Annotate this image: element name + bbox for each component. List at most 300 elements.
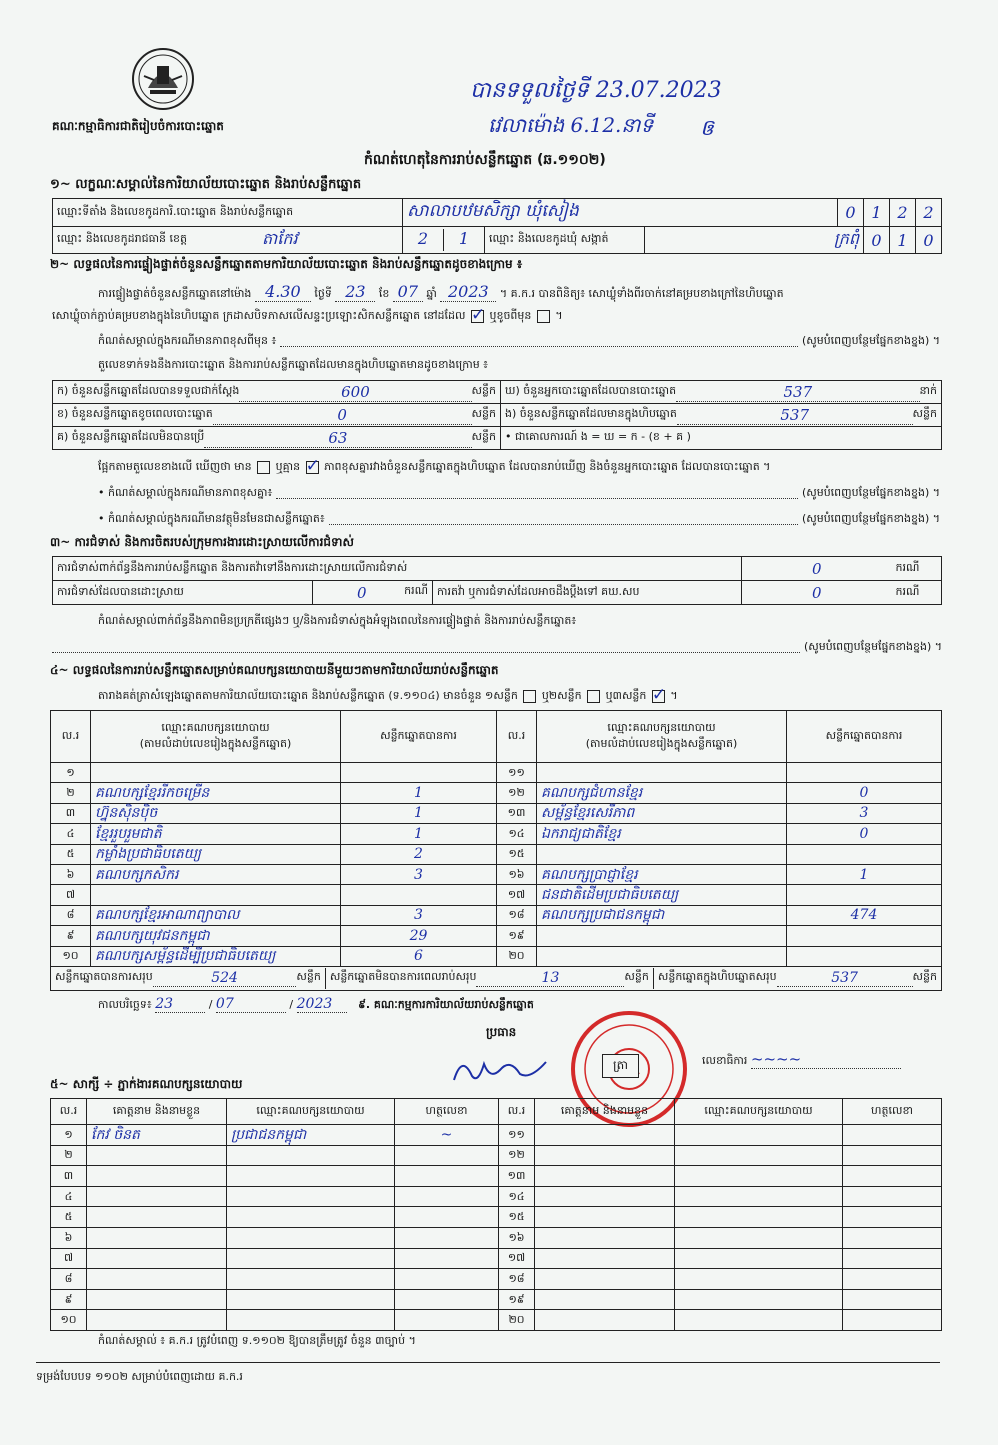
result-votes: 2 bbox=[341, 844, 497, 864]
witness-signature bbox=[843, 1227, 942, 1248]
s4-col-party-sub: (តាមលំដាប់លេខរៀងក្នុងសន្លឹកឆ្នោត) bbox=[139, 736, 292, 750]
discrepancy-yes-checkbox[interactable] bbox=[257, 461, 270, 474]
result-party-name: គណបក្សសម្ព័ន្ធដើម្បីប្រជាធិបតេយ្យ bbox=[91, 946, 341, 966]
s2-text: ឬខូចពីមុន bbox=[489, 309, 532, 322]
footer-divider bbox=[36, 1362, 940, 1363]
result-party-name: ខ្មែររួបរួមជាតិ bbox=[91, 824, 341, 844]
s3-note-fill-hint: (សូមបំពេញបន្ថែមផ្នែកខាងខ្នង) ។ bbox=[803, 640, 942, 653]
s3-note: កំណត់សម្គាល់ពាក់ព័ន្ធនឹងភាពមិនប្រក្រតីផ្សេងៗ ឬ/និងការជំទាស់ក្នុងអំឡុងពេលនៃការផ្ទៀងផ្ទាត់ និងការរាប់សន្លឹកឆ្នោត៖ bbox=[98, 614, 577, 627]
result-no: ២ bbox=[51, 783, 91, 803]
result-votes bbox=[787, 844, 942, 864]
result-no: ៦ bbox=[51, 864, 91, 884]
s1-province-name: តាកែវ bbox=[262, 229, 298, 248]
witness-signature bbox=[395, 1145, 499, 1166]
result-no: ១ bbox=[51, 763, 91, 783]
s3-resolved-cell bbox=[313, 581, 433, 605]
two-sheets-checkbox[interactable] bbox=[587, 690, 600, 703]
org-name: គណៈកម្មាធិការជាតិរៀបចំការបោះឆ្នោត bbox=[52, 119, 224, 133]
result-party-name bbox=[91, 885, 341, 905]
result-no: ១៥ bbox=[497, 844, 537, 864]
s2-text: ការផ្ទៀងផ្ទាត់ចំនួនសន្លឹកឆ្នោតនៅម៉ោង bbox=[98, 287, 252, 300]
witness-signature bbox=[395, 1207, 499, 1228]
s4-summary-label: សន្លឹកឆ្នោតបានការសរុប bbox=[55, 969, 153, 983]
result-party-name bbox=[537, 926, 787, 946]
result-party-name: គណបក្សខ្មែររីកចម្រើន bbox=[91, 783, 341, 803]
result-party-name: ជនជាតិដើមប្រជាធិបតេយ្យ bbox=[537, 885, 787, 905]
witness-no: ១៦ bbox=[499, 1227, 535, 1248]
witness-row bbox=[51, 1269, 942, 1290]
s4-summary-unit: សន្លឹក bbox=[624, 969, 649, 983]
section-4-heading: ៤~ លទ្ធផលនៃការរាប់សន្លឹកឆ្នោតសម្រាប់គណបក្សនយោបាយនីមួយៗតាមការិយាល័យរាប់សន្លឹកឆ្នោត bbox=[50, 663, 499, 677]
witness-signature bbox=[395, 1227, 499, 1248]
s2-fig-unit: នាក់ bbox=[919, 384, 937, 397]
s1-province-digit: 1 bbox=[458, 229, 470, 248]
s1-label-province bbox=[53, 227, 403, 254]
witness-party bbox=[227, 1166, 395, 1187]
s5-col-no: ល.រ bbox=[51, 1099, 87, 1125]
s2-note-label: កំណត់សម្គាល់ក្នុងករណីមានភាពខុសពីមុន ៖ bbox=[98, 334, 277, 347]
result-votes bbox=[787, 926, 942, 946]
s2-fig-value-unused: 63 bbox=[204, 429, 471, 448]
witness-name bbox=[87, 1248, 227, 1269]
result-party-name: គណបក្សប្រាជ្ញាខ្មែរ bbox=[537, 864, 787, 884]
s5-col-party: ឈ្មោះគណបក្សនយោបាយ bbox=[227, 1099, 395, 1125]
witness-signature bbox=[843, 1145, 942, 1166]
s2-text: សោឃ្លុំចាក់ភ្ជាប់គម្របខាងក្នុងនៃហិបឆ្នោត ក្រដាសបិទភាសលើសន្ទះប្រឡោះសិកសន្លឹកឆ្នោត នៅដដែល bbox=[52, 309, 466, 322]
s2-fig-right bbox=[501, 404, 942, 427]
result-row bbox=[51, 885, 942, 905]
s4-summary-total-value: 537 bbox=[777, 970, 913, 987]
witness-signature bbox=[395, 1289, 499, 1310]
s2-check-paragraph-1 bbox=[98, 282, 784, 303]
result-party-name bbox=[537, 844, 787, 864]
s2-text: ឬគ្មាន bbox=[275, 460, 301, 473]
result-votes: 1 bbox=[341, 783, 497, 803]
witness-name bbox=[535, 1227, 675, 1248]
s4-secretary-line bbox=[702, 1050, 901, 1070]
result-party-name: គណបក្សប្រជាជនកម្ពុជា bbox=[537, 905, 787, 925]
form-title: កំណត់ហេតុនៃការរាប់សន្លឹកឆ្នោត (ឆ.១១០២) bbox=[364, 152, 606, 168]
s3-complaint-count: 0 bbox=[742, 557, 892, 581]
witness-party bbox=[675, 1145, 843, 1166]
result-row bbox=[51, 763, 942, 783]
s3-resolved-label: ការជំទាស់ដែលបានដោះស្រាយ bbox=[53, 581, 313, 605]
result-no: ២០ bbox=[497, 946, 537, 966]
witness-no: ៦ bbox=[51, 1227, 87, 1248]
witness-name bbox=[535, 1186, 675, 1207]
s4-text: តារាងគត់ត្រាសំឡេងឆ្នោតតាមការិយាល័យបោះឆ្នោត និងរាប់សន្លឹកឆ្នោត (ទ.១១០៤) មានចំនួន ១សន្លឹក bbox=[98, 689, 518, 702]
s4-col-party-title: ឈ្មោះគណបក្សនយោបាយ bbox=[161, 720, 270, 734]
s4-date-year: 2023 bbox=[297, 996, 347, 1013]
witness-signature bbox=[843, 1125, 942, 1146]
witness-name: កែវ ចិនត bbox=[87, 1125, 227, 1146]
s5-witness-table bbox=[50, 1098, 942, 1331]
witness-row bbox=[51, 1186, 942, 1207]
s2-fig-formula: • ជាគោលការណ៍ ង = ឃ = ក - (ខ + គ ) bbox=[501, 427, 942, 450]
witness-row bbox=[51, 1166, 942, 1187]
s2-fig-unit: សន្លឹក bbox=[471, 407, 496, 420]
witness-no: ១៩ bbox=[499, 1289, 535, 1310]
footer-note: កំណត់សម្គាល់ ៖ គ.ក.រ ត្រូវបំពេញ ទ.១១០២ ឱ្យបានត្រឹមត្រូវ ចំនួន ៣ច្បាប់ ។ bbox=[98, 1334, 416, 1347]
witness-no: ១០ bbox=[51, 1310, 87, 1331]
witness-signature bbox=[395, 1269, 499, 1290]
s1-commune-label: ឈ្មោះ និងលេខកូដឃុំ សង្កាត់ bbox=[485, 227, 645, 254]
result-no: ១៤ bbox=[497, 824, 537, 844]
receipt-note-time: វេលាម៉ោង 6.12.នាទី bbox=[488, 113, 654, 137]
s4-col-votes: សន្លឹកឆ្នោតបានការ bbox=[341, 711, 497, 763]
secretary-signature: ~~~~ bbox=[751, 1050, 901, 1069]
witness-name bbox=[87, 1186, 227, 1207]
s4-summary-unit: សន្លឹក bbox=[296, 969, 321, 983]
result-no: ១៦ bbox=[497, 864, 537, 884]
s4-col-party bbox=[91, 711, 341, 763]
result-votes: 1 bbox=[341, 803, 497, 823]
s2-note-fill-hint: (សូមបំពេញបន្ថែមផ្នែកខាងខ្នង) ។ bbox=[801, 512, 940, 525]
witness-signature bbox=[843, 1207, 942, 1228]
witness-party bbox=[675, 1125, 843, 1146]
witness-name bbox=[535, 1166, 675, 1187]
s4-summary-valid bbox=[51, 968, 326, 989]
s1-station-digit: 2 bbox=[890, 199, 916, 227]
result-votes bbox=[787, 763, 942, 783]
s1-station-digit: 0 bbox=[838, 199, 864, 227]
witness-no: ៣ bbox=[51, 1166, 87, 1187]
intact-checkbox[interactable] bbox=[471, 310, 484, 323]
s5-col-name: គោត្តនាម និងនាមខ្លួន bbox=[535, 1099, 675, 1125]
s2-year: 2023 bbox=[440, 282, 496, 302]
s1-province-label: ឈ្មោះ និងលេខកូដរាជធានី ខេត្ត bbox=[57, 232, 187, 245]
section-1-heading: ១~ លក្ខណៈសម្គាល់នៃការិយាល័យបោះឆ្នោត និងរាប់សន្លឹកឆ្នោត bbox=[50, 177, 362, 192]
s4-date-line: កាលបរិច្ឆេទ៖ 23 / 07 / 2023 ៩. គណៈកម្មការការិយាល័យរាប់សន្លឹកឆ្នោត bbox=[98, 996, 534, 1012]
result-votes: 3 bbox=[341, 864, 497, 884]
s2-note-fill-hint: (សូមបំពេញបន្ថែមផ្នែកខាងខ្នង) ។ bbox=[801, 486, 940, 499]
s3-unit: ករណី bbox=[892, 581, 942, 605]
s5-col-party: ឈ្មោះគណបក្សនយោបាយ bbox=[675, 1099, 843, 1125]
result-no: ៣ bbox=[51, 803, 91, 823]
witness-signature: ~ bbox=[395, 1125, 499, 1146]
s2-discrepancy-line bbox=[98, 460, 770, 476]
result-no: ១៨ bbox=[497, 905, 537, 925]
result-votes bbox=[787, 885, 942, 905]
s2-fig-left bbox=[53, 427, 501, 450]
result-no: ១៧ bbox=[497, 885, 537, 905]
witness-signature bbox=[395, 1166, 499, 1187]
witness-name bbox=[87, 1207, 227, 1228]
s2-fig-label: ឃ) ចំនួនអ្នកបោះឆ្នោតដែលបានបោះឆ្នោត bbox=[505, 384, 677, 397]
s1-station-digit: 1 bbox=[864, 199, 890, 227]
s4-summary-row bbox=[51, 966, 942, 990]
result-party-name: គណបក្សកសិករ bbox=[91, 864, 341, 884]
result-votes: 0 bbox=[787, 783, 942, 803]
witness-signature bbox=[395, 1186, 499, 1207]
witness-name bbox=[535, 1289, 675, 1310]
s5-col-sign: ហត្ថលេខា bbox=[843, 1099, 942, 1125]
s2-note-fill-hint: (សូមបំពេញបន្ថែមផ្នែកខាងខ្នង) ។ bbox=[801, 334, 940, 347]
s2-note-fill-line bbox=[280, 334, 798, 347]
s3-unit: ករណី bbox=[404, 583, 428, 597]
witness-row bbox=[51, 1145, 942, 1166]
s4-summary-invalid bbox=[326, 968, 654, 989]
section-3-heading: ៣~ ការជំទាស់ និងការចិតរបស់ក្រុមការងារដោះស្រាយលើការជំទាស់ bbox=[50, 535, 354, 549]
three-sheets-checkbox[interactable] bbox=[652, 690, 665, 703]
s3-appeal-label: ការតវ៉ា ឬការជំទាស់ដែលអាចដឹងប្តឹងទៅ គឃ.សប bbox=[433, 581, 742, 605]
s4-committee-title: ៩. គណៈកម្មការការិយាល័យរាប់សន្លឹកឆ្នោត bbox=[358, 998, 534, 1011]
witness-party bbox=[675, 1166, 843, 1187]
s4-results-table bbox=[50, 710, 942, 991]
s4-col-party bbox=[537, 711, 787, 763]
result-party-name bbox=[91, 763, 341, 783]
result-votes bbox=[787, 946, 942, 966]
witness-name bbox=[87, 1289, 227, 1310]
witness-no: ៩ bbox=[51, 1289, 87, 1310]
witness-party: ប្រជាជនកម្ពុជា bbox=[227, 1125, 395, 1146]
s1-station-digit: 2 bbox=[916, 199, 942, 227]
witness-name bbox=[535, 1269, 675, 1290]
s2-check-paragraph-2: សោឃ្លុំចាក់ភ្ជាប់គម្របខាងក្នុងនៃហិបឆ្នោត ក្រដាសបិទភាសលើសន្ទះប្រឡោះសិកសន្លឹកឆ្នោត នៅដដែល ✓ ឬខូចពីមុន ។ bbox=[52, 309, 563, 325]
section-1-table bbox=[52, 198, 942, 254]
witness-row bbox=[51, 1227, 942, 1248]
result-votes: 3 bbox=[787, 803, 942, 823]
witness-name bbox=[535, 1248, 675, 1269]
witness-party bbox=[675, 1310, 843, 1331]
witness-name bbox=[535, 1145, 675, 1166]
witness-party bbox=[227, 1145, 395, 1166]
s2-text: ។ គ.ក.រ បានពិនិត្យ៖ សោឃ្លុំទាំងពីរចាក់នៅគម្របខាងក្រៅនៃហិបឆ្នោត bbox=[499, 287, 784, 300]
result-row bbox=[51, 844, 942, 864]
s4-date-label: កាលបរិច្ឆេទ៖ bbox=[98, 998, 152, 1011]
witness-no: ១៧ bbox=[499, 1248, 535, 1269]
s4-date-month: 07 bbox=[216, 996, 286, 1013]
result-no: ១៩ bbox=[497, 926, 537, 946]
result-no: ៥ bbox=[51, 844, 91, 864]
receipt-signature: ឲ bbox=[700, 116, 714, 141]
s1-province-code-cell bbox=[403, 227, 485, 254]
s4-summary-valid-value: 524 bbox=[153, 970, 297, 987]
result-no: ១២ bbox=[497, 783, 537, 803]
witness-name bbox=[535, 1207, 675, 1228]
witness-name bbox=[87, 1310, 227, 1331]
witness-signature bbox=[395, 1248, 499, 1269]
s1-label-station: ឈ្មោះទីតាំង និងលេខកូដការិ.បោះឆ្នោត និងរាប់សន្លឹកឆ្នោត bbox=[53, 199, 403, 227]
discrepancy-no-checkbox[interactable] bbox=[306, 461, 319, 474]
s2-fig-right bbox=[501, 381, 942, 404]
receipt-note-date: បានទទួលថ្ងៃទី 23.07.2023 bbox=[470, 78, 722, 103]
result-party-name: គណបក្សជំហានខ្មែរ bbox=[537, 783, 787, 803]
witness-party bbox=[227, 1269, 395, 1290]
s2-fig-label: ង) ចំនួនសន្លឹកឆ្នោតដែលមានក្នុងហិបឆ្នោត bbox=[505, 407, 677, 420]
witness-name bbox=[87, 1166, 227, 1187]
s5-col-sign: ហត្ថលេខា bbox=[395, 1099, 499, 1125]
s2-note-fill-line bbox=[329, 512, 798, 525]
witness-party bbox=[675, 1289, 843, 1310]
witness-no: ១៣ bbox=[499, 1166, 535, 1187]
witness-party bbox=[227, 1248, 395, 1269]
s3-note-fill-line bbox=[52, 640, 800, 653]
witness-signature bbox=[395, 1310, 499, 1331]
s2-note-label: • កំណត់សម្គាល់ក្នុងករណីមានភាពខុសគ្នា៖ bbox=[98, 486, 273, 499]
result-party-name bbox=[537, 763, 787, 783]
witness-no: ១ bbox=[51, 1125, 87, 1146]
s4-text: ឬ២សន្លឹក bbox=[541, 689, 582, 702]
s2-text: ឆ្នាំ bbox=[426, 287, 437, 300]
witness-row bbox=[51, 1125, 942, 1146]
result-party-name: សម្ព័ន្ធខ្មែរសេរីភាព bbox=[537, 803, 787, 823]
witness-no: ១១ bbox=[499, 1125, 535, 1146]
witness-party bbox=[675, 1207, 843, 1228]
result-votes: 0 bbox=[787, 824, 942, 844]
s2-text: ខែ bbox=[378, 287, 390, 300]
s5-col-no: ល.រ bbox=[499, 1099, 535, 1125]
s2-fig-left bbox=[53, 381, 501, 404]
s4-summary-label: សន្លឹកឆ្នោតមិនបានការពេលរាប់សរុប bbox=[329, 969, 477, 983]
result-row bbox=[51, 783, 942, 803]
s4-chair-title: ប្រធាន bbox=[486, 1025, 517, 1039]
witness-row bbox=[51, 1207, 942, 1228]
result-row bbox=[51, 824, 942, 844]
s4-col-party-title: ឈ្មោះគណបក្សនយោបាយ bbox=[607, 720, 716, 734]
result-row bbox=[51, 946, 942, 966]
s5-col-name: គោត្តនាម និងនាមខ្លួន bbox=[87, 1099, 227, 1125]
result-row bbox=[51, 864, 942, 884]
witness-party bbox=[227, 1310, 395, 1331]
s1-commune-digit: 1 bbox=[890, 227, 916, 254]
witness-no: ៧ bbox=[51, 1248, 87, 1269]
footer-form-id: ទម្រង់បែបបទ ១១០២ សម្រាប់បំពេញដោយ គ.ក.រ bbox=[36, 1370, 243, 1383]
s3-note-line bbox=[52, 640, 942, 656]
result-votes bbox=[341, 763, 497, 783]
witness-no: ១២ bbox=[499, 1145, 535, 1166]
s2-fig-unit: សន្លឹក bbox=[471, 384, 496, 397]
s3-complaint-label: ការជំទាស់ពាក់ព័ន្ធនឹងការរាប់សន្លឹកឆ្នោត និងការតវ៉ាទៅនឹងការដោះស្រាយលើការជំទាស់ bbox=[53, 557, 742, 581]
s4-text: ឬ៣សន្លឹក bbox=[605, 689, 647, 702]
result-row bbox=[51, 926, 942, 946]
s4-col-no: ល.រ bbox=[51, 711, 91, 763]
witness-party bbox=[675, 1186, 843, 1207]
witness-name bbox=[535, 1125, 675, 1146]
section-2-heading: ២~ លទ្ធផលនៃការផ្ទៀងផ្ទាត់ចំនួនសន្លឹកឆ្នោតតាមការិយាល័យបោះឆ្នោត និងរាប់សន្លឹកឆ្នោតដូចខាងក្រោម ៖ bbox=[50, 257, 523, 271]
witness-no: ១៤ bbox=[499, 1186, 535, 1207]
witness-signature bbox=[843, 1166, 942, 1187]
chair-signature bbox=[450, 1050, 560, 1096]
s3-unit: ករណី bbox=[892, 557, 942, 581]
s4-col-no: ល.រ bbox=[497, 711, 537, 763]
s1-station-name: សាលាបឋមសិក្សា ឃុំសៀង bbox=[403, 199, 838, 227]
stamp-label: ត្រា bbox=[602, 1054, 639, 1078]
witness-signature bbox=[843, 1248, 942, 1269]
witness-party bbox=[675, 1269, 843, 1290]
result-no: ១០ bbox=[51, 946, 91, 966]
witness-signature bbox=[843, 1289, 942, 1310]
witness-party bbox=[227, 1207, 395, 1228]
one-sheet-checkbox[interactable] bbox=[523, 690, 536, 703]
result-no: ៧ bbox=[51, 885, 91, 905]
s4-date-day: 23 bbox=[155, 996, 205, 1013]
damaged-checkbox[interactable] bbox=[537, 310, 550, 323]
witness-no: ៨ bbox=[51, 1269, 87, 1290]
witness-signature bbox=[843, 1186, 942, 1207]
witness-no: ១៨ bbox=[499, 1269, 535, 1290]
witness-party bbox=[227, 1289, 395, 1310]
s2-fig-label: ក) ចំនួនសន្លឹកឆ្នោតដែលបានទទួលជាក់ស្តែង bbox=[57, 384, 240, 397]
witness-no: ២ bbox=[51, 1145, 87, 1166]
s4-secretary-label: លេខាធិការ bbox=[702, 1054, 748, 1067]
result-party-name: គណបក្សខ្មែរអាណាព្យាបាល bbox=[91, 905, 341, 925]
s2-time: 4.30 bbox=[255, 282, 311, 302]
witness-party bbox=[675, 1227, 843, 1248]
s3-appeal-count: 0 bbox=[742, 581, 892, 605]
witness-no: ៤ bbox=[51, 1186, 87, 1207]
witness-row bbox=[51, 1248, 942, 1269]
s2-fig-value-received: 600 bbox=[239, 383, 471, 402]
result-party-name: កម្លាំងប្រជាធិបតេយ្យ bbox=[91, 844, 341, 864]
s2-text: ភាពខុសគ្នារវាងចំនួនសន្លឹកឆ្នោតក្នុងហិបឆ្នោត ដែលបានរាប់ឃើញ និងចំនួនអ្នកបោះឆ្នោត ដែលបានបោះឆ្នោត ។ bbox=[324, 460, 771, 473]
witness-name bbox=[535, 1310, 675, 1331]
witness-party bbox=[675, 1248, 843, 1269]
s4-summary-total bbox=[654, 968, 941, 989]
s2-note-line bbox=[98, 334, 940, 350]
result-no: ៩ bbox=[51, 926, 91, 946]
s2-fig-value-voters: 537 bbox=[676, 383, 919, 402]
s2-month: 07 bbox=[393, 282, 423, 302]
s2-discrepancy-note bbox=[98, 486, 940, 502]
result-party-name: ហ្វ៊ុនស៊ិនប៉ិច bbox=[91, 803, 341, 823]
result-party-name bbox=[537, 946, 787, 966]
result-no: ៨ bbox=[51, 905, 91, 925]
s2-text: ផ្អែកតាមតួលេខខាងលើ ឃើញថា មាន bbox=[98, 460, 252, 473]
result-no: ១១ bbox=[497, 763, 537, 783]
result-no: ៤ bbox=[51, 824, 91, 844]
result-votes: 6 bbox=[341, 946, 497, 966]
s2-fig-label: គ) ចំនួនសន្លឹកឆ្នោតដែលមិនបានប្រើ bbox=[57, 430, 205, 443]
result-row bbox=[51, 905, 942, 925]
result-votes: 1 bbox=[787, 864, 942, 884]
witness-name bbox=[87, 1227, 227, 1248]
s3-resolved-count: 0 bbox=[357, 583, 367, 602]
result-votes: 3 bbox=[341, 905, 497, 925]
witness-signature bbox=[843, 1310, 942, 1331]
witness-no: ១៥ bbox=[499, 1207, 535, 1228]
s4-col-party-sub: (តាមលំដាប់លេខរៀងក្នុងសន្លឹកឆ្នោត) bbox=[585, 736, 738, 750]
s2-figures-intro: តួលេខទាក់ទងនឹងការបោះឆ្នោត និងការរាប់សន្លឹកឆ្នោតដែលមានក្នុងហិបឆ្នោតមានដូចខាងក្រោម ៖ bbox=[98, 358, 489, 371]
s2-figures-table bbox=[52, 380, 942, 450]
s2-note-fill-line bbox=[276, 486, 798, 499]
witness-row bbox=[51, 1289, 942, 1310]
witness-row bbox=[51, 1310, 942, 1331]
s2-fig-unit: សន្លឹក bbox=[912, 407, 937, 420]
witness-name bbox=[87, 1145, 227, 1166]
s2-fig-value-in-box: 537 bbox=[677, 406, 913, 425]
witness-signature bbox=[843, 1269, 942, 1290]
s2-fig-label: ខ) ចំនួនសន្លឹកឆ្នោតខូចពេលបោះឆ្នោត bbox=[57, 407, 213, 420]
result-votes: 29 bbox=[341, 926, 497, 946]
s2-text: ថ្ងៃទី bbox=[314, 287, 332, 300]
s1-commune-digit: 0 bbox=[864, 227, 890, 254]
result-party-name: ឯករាជ្យជាតិខ្មែរ bbox=[537, 824, 787, 844]
witness-name bbox=[87, 1269, 227, 1290]
section-5-heading: ៥~ សាក្សី ÷ ភ្នាក់ងារគណបក្សនយោបាយ bbox=[50, 1077, 243, 1091]
s2-foreign-object-note bbox=[98, 512, 940, 528]
result-votes bbox=[341, 885, 497, 905]
result-no: ១៣ bbox=[497, 803, 537, 823]
s1-province-digit: 2 bbox=[403, 229, 444, 251]
witness-party bbox=[227, 1227, 395, 1248]
s2-fig-left bbox=[53, 404, 501, 427]
emblem-logo bbox=[130, 46, 196, 112]
witness-party bbox=[227, 1186, 395, 1207]
result-party-name: គណបក្សយុវជនកម្ពុជា bbox=[91, 926, 341, 946]
s4-summary-unit: សន្លឹក bbox=[912, 969, 937, 983]
witness-no: ៥ bbox=[51, 1207, 87, 1228]
